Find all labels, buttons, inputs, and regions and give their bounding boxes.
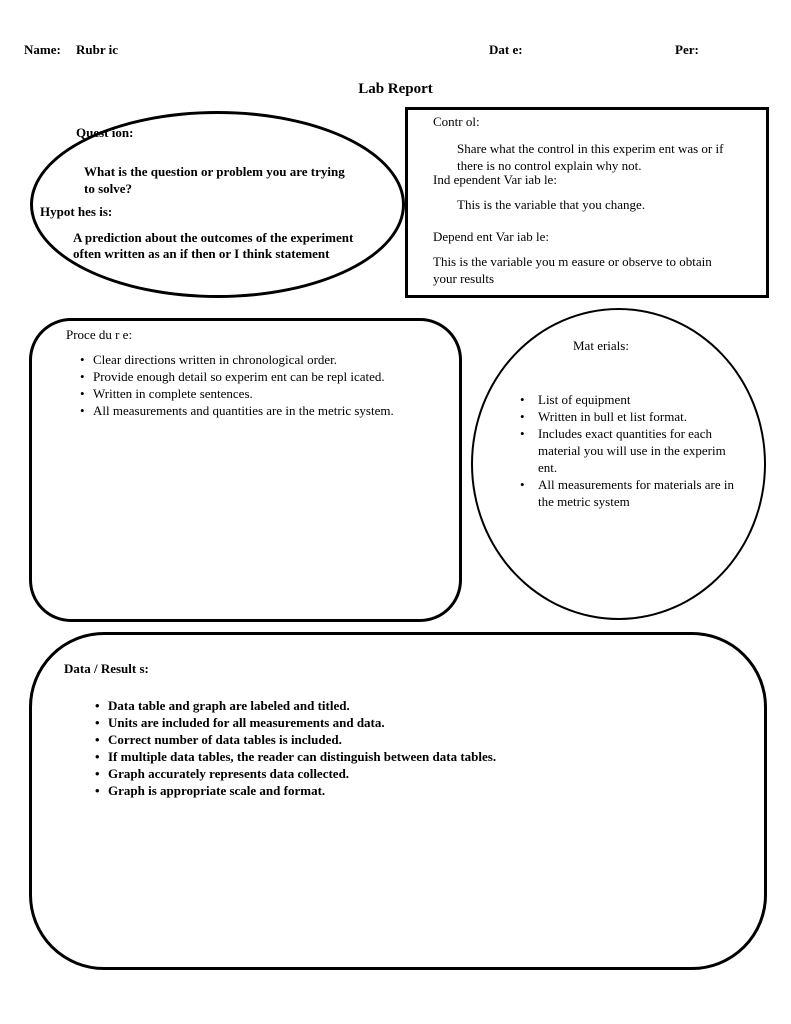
name-label: Name: [24,42,61,57]
procedure-item: • Provide enough detail so experim ent can be repl icated. [93,368,423,385]
hypothesis-label: Hypot hes is: [40,204,113,219]
question-text: What is the question or problem you are trying to solve? [84,164,345,196]
data-results-item: • Graph accurately represents data collected. [108,765,708,782]
dependent-variable-text: This is the variable you m easure or observe to obtain your results [433,254,712,286]
data-results-item: • If multiple data tables, the reader can distinguish between data tables. [108,748,708,765]
independent-variable-text: This is the variable that you change. [457,197,646,212]
data-results-item: • Data table and graph are labeled and titled. [108,697,708,714]
independent-variable-label: Ind ependent Var iab le: [433,172,557,187]
materials-item: • Written in bull et list format. [538,408,738,425]
procedure-item: • Written in complete sentences. [93,385,423,402]
materials-list [520,391,738,510]
data-results-item: • Units are included for all measurements and data. [108,714,708,731]
hypothesis-text: A prediction about the outcomes of the experiment often written as an if then or I think statement [73,230,354,261]
procedure-list [73,351,423,419]
procedure-item: • All measurements and quantities are in the metric system. [93,402,423,419]
question-label: Quest ion: [76,125,134,140]
data-results-item: • Graph is appropriate scale and format. [108,782,708,799]
control-label: Contr ol: [433,114,480,129]
procedure-item: • Clear directions written in chronological order. [93,351,423,368]
data-results-list [88,697,708,799]
name-value: Rubr ic [76,42,119,57]
materials-item: • All measurements for materials are in the metric system [538,476,738,510]
date-label: Dat e: [489,42,523,57]
materials-item: • List of equipment [538,391,738,408]
data-results-box [29,632,767,970]
control-text: Share what the control in this experim ent was or if there is no control explain why not. [457,141,724,173]
materials-item: • Includes exact quantities for each material you will use in the experim ent. [538,425,738,476]
materials-label: Mat erials: [573,338,629,353]
page-title: Lab Report [358,81,433,97]
dependent-variable-label: Depend ent Var iab le: [433,229,549,244]
data-results-label: Data / Result s: [64,661,149,676]
data-results-item: • Correct number of data tables is included. [108,731,708,748]
period-label: Per: [675,42,699,57]
procedure-label: Proce du r e: [66,327,133,342]
